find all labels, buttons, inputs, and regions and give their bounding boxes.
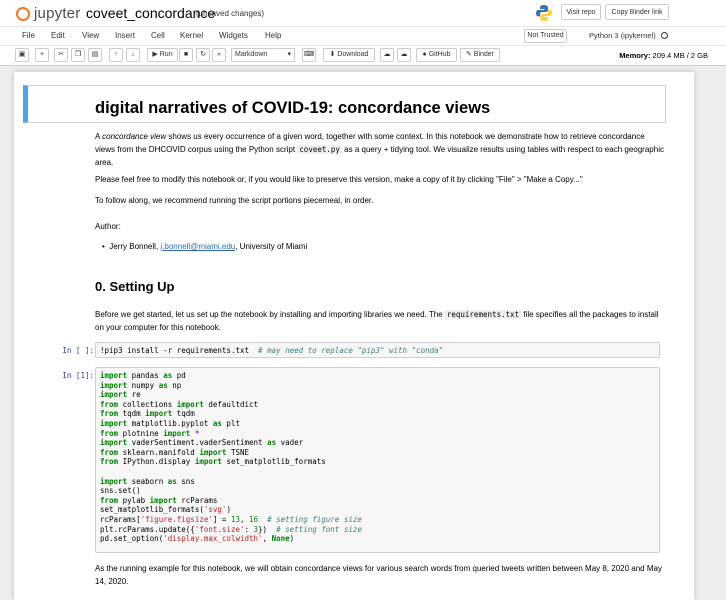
github-icon: ● [422,51,427,58]
run-label: Run [159,51,173,58]
copy-instructions: Please feel free to modify this notebook or, if you would like to preserve this version, make a copy of it by clicking "File" > "Make a Copy..." [95,175,583,184]
code-line [100,467,655,477]
binder-label: Binder [473,51,495,58]
visit-repo-button[interactable]: Visit repo [561,4,601,20]
code-line: from sklearn.manifold import TSNE [100,447,250,457]
author-item: • Jerry Bonnell, j.bonnell@miami.edu, University of Miami [102,242,308,251]
cell-type-value: Markdown [235,51,268,58]
toolbar [0,46,726,66]
cell-type-select[interactable] [231,48,295,62]
menu-bar [0,26,726,46]
menu-view[interactable]: View [82,31,100,40]
pip-command: !pip3 install -r requirements.txt [100,346,250,355]
run-button[interactable] [147,48,178,62]
cell1-prompt: In [ ]: [62,346,94,355]
command-palette-button[interactable] [302,48,316,62]
author-label: Author: [95,222,121,231]
download-button[interactable] [323,48,375,62]
code-line: from IPython.display import set_matplotlib_formats [100,457,326,467]
upload-button[interactable] [380,48,394,62]
script-name-code: coveet.py [299,145,340,154]
outro-paragraph: As the running example for this notebook, we will obtain concordance views for various search words from queried tweets written between May 8, 2020 and May 14, 2020. [95,564,662,586]
author-email-link[interactable]: j.bonnell@miami.edu [160,242,236,251]
restart-run-all-button[interactable] [212,48,226,62]
memory-indicator [619,51,708,60]
binder-button[interactable] [460,48,500,62]
insert-cell-button[interactable] [35,48,49,62]
fast-forward-icon: » [217,51,221,58]
notebook-page[interactable] [14,72,694,600]
code-line: import matplotlib.pyplot as plt [100,418,240,428]
github-label: GitHub [428,51,451,58]
code-line: import re [100,390,141,400]
code-cell-pip-install[interactable] [95,342,660,358]
notebook-title: digital narratives of COVID-19: concordance views [95,99,491,117]
copy-button[interactable] [71,48,85,62]
menu-edit[interactable]: Edit [51,31,65,40]
section-heading: 0. Setting Up [95,279,175,294]
code-line: import pandas as pd [100,371,186,380]
restart-button[interactable] [196,48,210,62]
keyboard-icon: ⌨ [303,51,315,58]
code-line: from plotnine import * [100,428,200,438]
code-line: sns.set() [100,486,141,496]
python-logo-icon [535,4,553,22]
code-line: set_matplotlib_formats('svg') [100,505,231,515]
jupyter-logo-text: jupyter [34,5,81,22]
notebook-name[interactable]: coveet_concordance [86,5,216,21]
memory-value: 209.4 MB / 2 GB [652,51,708,60]
code-line: plt.rcParams.update({'font.size': 3}) # setting font size [100,524,362,534]
not-trusted-indicator[interactable]: Not Trusted [524,29,567,43]
binder-icon: ✎ [465,51,472,58]
memory-label: Memory: [619,51,651,60]
arrow-down-icon: ↓ [131,51,135,58]
code-line: from tqdm import tqdm [100,409,195,419]
follow-along-note: To follow along, we recommend running the script portions piecemeal, in order. [95,196,374,205]
cell2-prompt: In [1]: [62,371,94,380]
stop-icon: ■ [183,51,189,58]
copy-icon: ❐ [74,51,82,58]
arrow-up-icon: ↑ [114,51,118,58]
download-label: Download [337,51,369,58]
header-bar [0,0,726,26]
intro-paragraph: A concordance view shows us every occurrence of a given word, together with some context. In this notebook we demonstrate how to retrieve concordance views from the DHCOVID corpus using the Python script coveet.py as a query + tidying tool. We visualize results using tables with respect to each geographic area. [95,132,664,167]
code-line: from collections import defaultdict [100,399,259,409]
menu-kernel[interactable]: Kernel [180,31,204,40]
save-button[interactable] [15,48,29,62]
cloud-upload-icon: ☁ [383,51,391,58]
move-down-button[interactable] [126,48,140,62]
unsaved-indicator: (unsaved changes) [196,9,265,18]
copy-binder-link-button[interactable]: Copy Binder link [605,4,669,20]
code-line: import numpy as np [100,380,182,390]
code-cell-imports[interactable] [95,367,660,553]
kernel-name[interactable]: Python 3 (ipykernel) [589,31,656,40]
paste-icon: ▤ [91,51,99,58]
save-icon: ▣ [18,51,26,58]
plus-icon: + [39,51,45,58]
interrupt-button[interactable] [179,48,193,62]
cloud-download-icon: ☁ [400,51,408,58]
play-icon: ▶ [152,51,158,58]
code-line: pd.set_option('display.max_colwidth', None) [100,534,295,544]
menu-cell[interactable]: Cell [151,31,165,40]
scissors-icon: ✂ [58,51,64,58]
download-icon: ⬇ [329,51,336,58]
restart-icon: ↻ [200,51,206,58]
chevron-down-icon: ▾ [287,51,291,58]
menu-insert[interactable]: Insert [115,31,136,40]
move-up-button[interactable] [109,48,123,62]
menu-help[interactable]: Help [265,31,282,40]
jupyter-logo[interactable] [16,5,80,22]
setup-paragraph: Before we get started, let us set up the notebook by installing and importing libraries we need. The requirements.txt file specifies all the packages to install on your computer for this notebook. [95,310,659,332]
menu-widgets[interactable]: Widgets [219,31,248,40]
jupyter-logo-icon [16,7,30,21]
code-line: import vaderSentiment.vaderSentiment as vader [100,438,304,448]
code-line: from pylab import rcParams [100,495,218,505]
paste-button[interactable] [88,48,102,62]
cloud-download-button[interactable] [397,48,411,62]
code-line: import seaborn as sns [100,476,195,486]
cut-button[interactable] [54,48,68,62]
requirements-code: requirements.txt [446,310,520,319]
pip-comment: # may need to replace "pip3" with "conda" [258,346,444,355]
menu-file[interactable]: File [22,31,35,40]
code-line: rcParams['figure.figsize'] = 13, 16 # setting figure size [100,514,362,524]
github-button[interactable] [416,48,457,62]
kernel-status-icon [661,32,668,39]
